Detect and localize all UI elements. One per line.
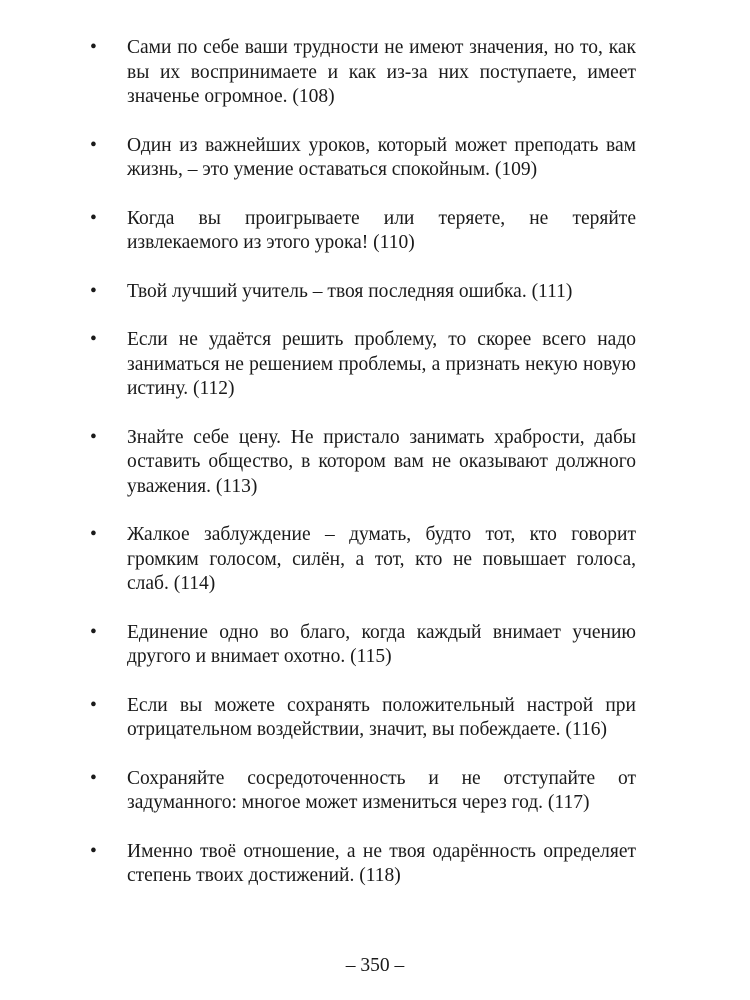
quote-text: Сохраняйте сосредоточенность и не отступайте от задуманного: многое может измениться через год. (117) — [127, 767, 636, 813]
quote-item — [90, 694, 636, 743]
quote-text: Единение одно во благо, когда каждый внимает учению другого и внимает охотно. (115) — [127, 621, 636, 667]
bullet-icon: • — [90, 524, 97, 545]
bullet-icon: • — [90, 37, 97, 58]
quote-item — [90, 134, 636, 183]
quote-item — [90, 523, 636, 597]
quote-item — [90, 280, 636, 305]
quote-item — [90, 207, 636, 256]
quote-text: Твой лучший учитель – твоя последняя ошибка. (111) — [127, 280, 573, 302]
quote-item — [90, 426, 636, 500]
bullet-icon: • — [90, 621, 97, 643]
quote-text: Жалкое заблуждение – думать, будто тот, кто говорит громким голосом, силён, а тот, кто не повышает голоса, слаб. (114) — [127, 524, 636, 594]
bullet-icon: • — [90, 280, 97, 302]
quote-text: Сами по себе ваши трудности не имеют значения, но то, как вы их воспринимаете и как из-за них поступаете, имеет значенье огромное. (108) — [127, 37, 636, 107]
page-number: – 350 – — [345, 955, 405, 976]
quote-text: Знайте себе цену. Не пристало занимать храбрости, дабы оставить общество, в котором вам не оказывают должного уважения. (113) — [127, 426, 636, 497]
bullet-icon: • — [90, 329, 97, 350]
quote-item — [90, 328, 636, 402]
bullet-icon: • — [90, 134, 97, 156]
quote-text: Когда вы проигрываете или теряете, не теряйте извлекаемого из этого урока! (110) — [127, 207, 636, 253]
quote-text: Если вы можете сохранять положительный настрой при отрицательном воздействии, значит, вы побеждаете. (116) — [127, 694, 636, 740]
bullet-icon: • — [90, 767, 97, 789]
quote-item — [90, 840, 636, 889]
quote-text: Если не удаётся решить проблему, то скорее всего надо заниматься не решением проблемы, а признать некую новую истину. (112) — [127, 329, 636, 399]
quote-item — [90, 767, 636, 816]
quote-item — [90, 621, 636, 670]
quote-text: Именно твоё отношение, а не твоя одарённость определяет степень твоих достижений. (118) — [127, 840, 636, 886]
bullet-icon: • — [90, 694, 97, 716]
quote-item — [90, 36, 636, 110]
bullet-icon: • — [90, 207, 97, 229]
quote-text: Один из важнейших уроков, который может преподать вам жизнь, – это умение оставаться спокойным. (109) — [127, 134, 636, 180]
bullet-icon: • — [90, 426, 97, 448]
bullet-icon: • — [90, 840, 97, 862]
quote-list — [90, 36, 636, 913]
